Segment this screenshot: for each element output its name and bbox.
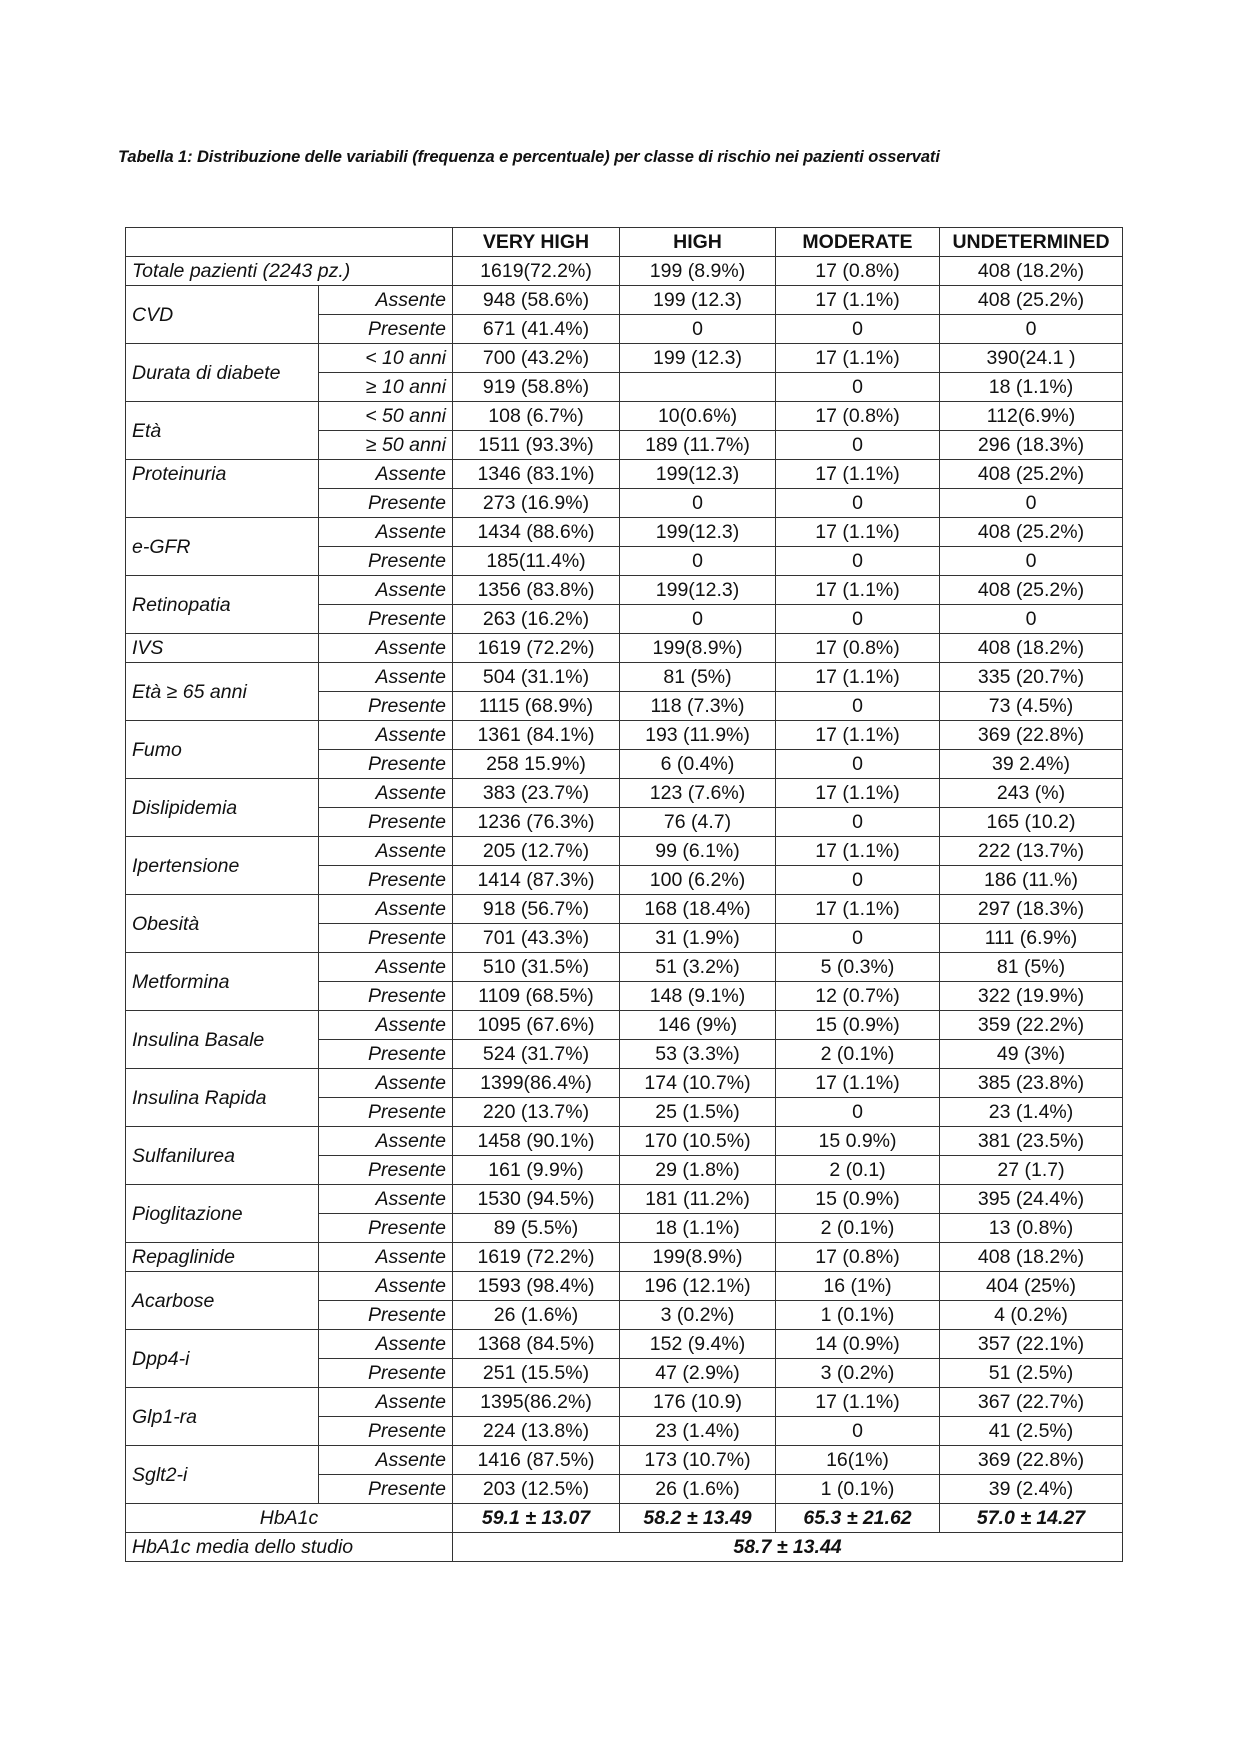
cell-value: 4 (0.2%) [940,1301,1123,1330]
cell-value: 15 (0.9%) [776,1011,940,1040]
cell-value: 1368 (84.5%) [453,1330,620,1359]
cell-value: 369 (22.8%) [940,721,1123,750]
cell-value: 1434 (88.6%) [453,518,620,547]
subcategory-label: Presente [319,1301,453,1330]
table-row [126,634,1123,663]
cell-value: 17 (1.1%) [776,344,940,373]
cell-value: 359 (22.2%) [940,1011,1123,1040]
cell-value: 118 (7.3%) [620,692,776,721]
cell-value: 1414 (87.3%) [453,866,620,895]
cell-value: 161 (9.9%) [453,1156,620,1185]
cell-value: 918 (56.7%) [453,895,620,924]
cell-value: 17 (0.8%) [776,402,940,431]
cell-value: 26 (1.6%) [620,1475,776,1504]
variable-label: Repaglinide [126,1243,319,1272]
table-row [126,663,1123,692]
cell-value: 73 (4.5%) [940,692,1123,721]
cell-value: 1619 (72.2%) [453,634,620,663]
subcategory-label: Assente [319,953,453,982]
subcategory-label: Presente [319,750,453,779]
cell-value: 17 (1.1%) [776,837,940,866]
cell-value: 0 [776,750,940,779]
variable-label: Età [126,402,319,460]
subcategory-label: Assente [319,1446,453,1475]
cell-value: 1115 (68.9%) [453,692,620,721]
cell-value: 701 (43.3%) [453,924,620,953]
cell-value: 408 (25.2%) [940,286,1123,315]
cell-value: 0 [620,547,776,576]
cell-value: 123 (7.6%) [620,779,776,808]
cell-value: 189 (11.7%) [620,431,776,460]
cell-value: 0 [620,315,776,344]
subcategory-label: Assente [319,1127,453,1156]
cell-value: 367 (22.7%) [940,1388,1123,1417]
cell-value: 111 (6.9%) [940,924,1123,953]
header-very-high: VERY HIGH [453,228,620,257]
subcategory-label: Presente [319,1359,453,1388]
cell-value: 0 [940,605,1123,634]
cell-value: 199(8.9%) [620,634,776,663]
cell-value: 0 [776,924,940,953]
cell-value: 408 (18.2%) [940,1243,1123,1272]
cell-value: 53 (3.3%) [620,1040,776,1069]
cell-value: 39 (2.4%) [940,1475,1123,1504]
subcategory-label: Presente [319,924,453,953]
table-row [126,837,1123,866]
cell-value: 205 (12.7%) [453,837,620,866]
cell-value: 0 [940,489,1123,518]
variable-label: Glp1-ra [126,1388,319,1446]
cell-value: 395 (24.4%) [940,1185,1123,1214]
cell-value: 3 (0.2%) [776,1359,940,1388]
cell-value: 41 (2.5%) [940,1417,1123,1446]
cell-value: 27 (1.7) [940,1156,1123,1185]
cell-value: 381 (23.5%) [940,1127,1123,1156]
table-row [126,895,1123,924]
table-row [126,1185,1123,1214]
cell-value: 23 (1.4%) [620,1417,776,1446]
cell-value: 504 (31.1%) [453,663,620,692]
cell-value: 17 (1.1%) [776,721,940,750]
cell-value: 0 [776,1098,940,1127]
cell-value: 0 [940,547,1123,576]
subcategory-label: Assente [319,895,453,924]
cell-value: 408 (18.2%) [940,257,1123,286]
cell-value: 322 (19.9%) [940,982,1123,1011]
cell-value: 0 [940,315,1123,344]
cell-value: 146 (9%) [620,1011,776,1040]
variable-label: Pioglitazione [126,1185,319,1243]
cell-value: 1109 (68.5%) [453,982,620,1011]
table-row [126,286,1123,315]
cell-value: 524 (31.7%) [453,1040,620,1069]
cell-value: 919 (58.8%) [453,373,620,402]
variable-label: Insulina Rapida [126,1069,319,1127]
cell-value: 59.1 ± 13.07 [453,1504,620,1533]
subcategory-label: ≥ 50 anni [319,431,453,460]
cell-value: 408 (25.2%) [940,576,1123,605]
cell-value: 81 (5%) [940,953,1123,982]
cell-value: 108 (6.7%) [453,402,620,431]
cell-value: 152 (9.4%) [620,1330,776,1359]
cell-value: 1095 (67.6%) [453,1011,620,1040]
table-caption: Tabella 1: Distribuzione delle variabili (frequenza e percentuale) per classe di rischio nei pazienti osservati [118,148,940,166]
subcategory-label: Presente [319,866,453,895]
cell-value: 296 (18.3%) [940,431,1123,460]
table-row [126,344,1123,373]
cell-value: 173 (10.7%) [620,1446,776,1475]
cell-value: 1619(72.2%) [453,257,620,286]
cell-value: 89 (5.5%) [453,1214,620,1243]
subcategory-label: < 10 anni [319,344,453,373]
cell-value: 17 (0.8%) [776,257,940,286]
cell-value: 170 (10.5%) [620,1127,776,1156]
cell-value: 0 [776,808,940,837]
subcategory-label: Presente [319,489,453,518]
cell-value: 5 (0.3%) [776,953,940,982]
cell-value: 17 (1.1%) [776,663,940,692]
cell-value: 199(12.3) [620,460,776,489]
table-row [126,1243,1123,1272]
subcategory-label: Presente [319,1214,453,1243]
cell-value: 0 [776,489,940,518]
cell-value: 220 (13.7%) [453,1098,620,1127]
cell-value: 57.0 ± 14.27 [940,1504,1123,1533]
cell-value: 18 (1.1%) [620,1214,776,1243]
cell-value: 199(12.3) [620,518,776,547]
cell-value: 185(11.4%) [453,547,620,576]
cell-value: 2 (0.1%) [776,1214,940,1243]
subcategory-label: Presente [319,1156,453,1185]
cell-value [620,373,776,402]
table-row [126,518,1123,547]
cell-value: 17 (1.1%) [776,286,940,315]
subcategory-label: Assente [319,1011,453,1040]
subcategory-label: Assente [319,576,453,605]
subcategory-label: Assente [319,1330,453,1359]
cell-value: 2 (0.1) [776,1156,940,1185]
cell-value: 17 (0.8%) [776,1243,940,1272]
subcategory-label: Assente [319,663,453,692]
cell-value: 14 (0.9%) [776,1330,940,1359]
cell-value: 51 (3.2%) [620,953,776,982]
table-row [126,402,1123,431]
table-row [126,721,1123,750]
subcategory-label: Assente [319,1272,453,1301]
subcategory-label: Presente [319,315,453,344]
cell-value: 0 [776,547,940,576]
subcategory-label: Presente [319,1417,453,1446]
cell-value: 49 (3%) [940,1040,1123,1069]
cell-value: 224 (13.8%) [453,1417,620,1446]
cell-value: 165 (10.2) [940,808,1123,837]
hba1c-row [126,1504,1123,1533]
cell-value: 0 [776,315,940,344]
variable-label: Proteinuria [126,460,319,518]
subcategory-label: Assente [319,634,453,663]
header-blank-cell [126,228,453,257]
cell-value: 199(8.9%) [620,1243,776,1272]
cell-value: 273 (16.9%) [453,489,620,518]
header-high: HIGH [620,228,776,257]
subcategory-label: Presente [319,1475,453,1504]
cell-value: 181 (11.2%) [620,1185,776,1214]
cell-value: 16(1%) [776,1446,940,1475]
cell-value: 13 (0.8%) [940,1214,1123,1243]
cell-value: 263 (16.2%) [453,605,620,634]
cell-value: 199(12.3) [620,576,776,605]
cell-value: 17 (0.8%) [776,634,940,663]
cell-value: 1356 (83.8%) [453,576,620,605]
cell-value: 26 (1.6%) [453,1301,620,1330]
cell-value: 700 (43.2%) [453,344,620,373]
cell-value: 390(24.1 ) [940,344,1123,373]
hba1c-mean-value: 58.7 ± 13.44 [453,1533,1123,1562]
cell-value: 385 (23.8%) [940,1069,1123,1098]
cell-value: 29 (1.8%) [620,1156,776,1185]
cell-value: 65.3 ± 21.62 [776,1504,940,1533]
cell-value: 948 (58.6%) [453,286,620,315]
cell-value: 100 (6.2%) [620,866,776,895]
cell-value: 148 (9.1%) [620,982,776,1011]
cell-value: 0 [776,692,940,721]
cell-value: 0 [776,373,940,402]
cell-value: 1346 (83.1%) [453,460,620,489]
cell-value: 3 (0.2%) [620,1301,776,1330]
cell-value: 23 (1.4%) [940,1098,1123,1127]
cell-value: 186 (11.%) [940,866,1123,895]
cell-value: 17 (1.1%) [776,1388,940,1417]
variable-label: Obesità [126,895,319,953]
subcategory-label: Presente [319,547,453,576]
table-row [126,953,1123,982]
cell-value: 17 (1.1%) [776,779,940,808]
risk-class-table [125,227,1123,1562]
hba1c-mean-row [126,1533,1123,1562]
cell-value: 99 (6.1%) [620,837,776,866]
cell-value: 0 [776,605,940,634]
header-row [126,228,1123,257]
subcategory-label: Assente [319,1185,453,1214]
table-row [126,1272,1123,1301]
cell-value: 383 (23.7%) [453,779,620,808]
subcategory-label: ≥ 10 anni [319,373,453,402]
cell-value: 1530 (94.5%) [453,1185,620,1214]
row-label: Totale pazienti (2243 pz.) [126,257,453,286]
subcategory-label: Assente [319,460,453,489]
cell-value: 1416 (87.5%) [453,1446,620,1475]
cell-value: 369 (22.8%) [940,1446,1123,1475]
cell-value: 2 (0.1%) [776,1040,940,1069]
cell-value: 58.2 ± 13.49 [620,1504,776,1533]
cell-value: 0 [776,866,940,895]
subcategory-label: Assente [319,837,453,866]
variable-label: Metformina [126,953,319,1011]
variable-label: Dislipidemia [126,779,319,837]
cell-value: 1458 (90.1%) [453,1127,620,1156]
cell-value: 199 (12.3) [620,286,776,315]
subcategory-label: Presente [319,982,453,1011]
hba1c-mean-label: HbA1c media dello studio [126,1533,453,1562]
header-moderate: MODERATE [776,228,940,257]
variable-label: Insulina Basale [126,1011,319,1069]
cell-value: 174 (10.7%) [620,1069,776,1098]
cell-value: 1399(86.4%) [453,1069,620,1098]
variable-label: Sglt2-i [126,1446,319,1504]
subcategory-label: Assente [319,779,453,808]
cell-value: 76 (4.7) [620,808,776,837]
cell-value: 176 (10.9) [620,1388,776,1417]
subcategory-label: Assente [319,1388,453,1417]
variable-label: IVS [126,634,319,663]
variable-label: Età ≥ 65 anni [126,663,319,721]
cell-value: 1395(86.2%) [453,1388,620,1417]
cell-value: 297 (18.3%) [940,895,1123,924]
variable-label: e-GFR [126,518,319,576]
cell-value: 168 (18.4%) [620,895,776,924]
table-row [126,1069,1123,1098]
cell-value: 10(0.6%) [620,402,776,431]
subcategory-label: Presente [319,1098,453,1127]
hba1c-label: HbA1c [126,1504,453,1533]
table-row [126,576,1123,605]
cell-value: 17 (1.1%) [776,518,940,547]
subcategory-label: < 50 anni [319,402,453,431]
cell-value: 31 (1.9%) [620,924,776,953]
table-row [126,1127,1123,1156]
cell-value: 510 (31.5%) [453,953,620,982]
subcategory-label: Presente [319,692,453,721]
cell-value: 1619 (72.2%) [453,1243,620,1272]
cell-value: 408 (18.2%) [940,634,1123,663]
table-row [126,1388,1123,1417]
cell-value: 1236 (76.3%) [453,808,620,837]
variable-label: Fumo [126,721,319,779]
table-row [126,1011,1123,1040]
cell-value: 199 (12.3) [620,344,776,373]
cell-value: 0 [776,431,940,460]
cell-value: 17 (1.1%) [776,895,940,924]
subcategory-label: Presente [319,605,453,634]
table-row [126,1446,1123,1475]
cell-value: 47 (2.9%) [620,1359,776,1388]
variable-label: Dpp4-i [126,1330,319,1388]
cell-value: 15 0.9%) [776,1127,940,1156]
subcategory-label: Presente [319,808,453,837]
cell-value: 15 (0.9%) [776,1185,940,1214]
cell-value: 203 (12.5%) [453,1475,620,1504]
cell-value: 199 (8.9%) [620,257,776,286]
subcategory-label: Assente [319,721,453,750]
cell-value: 0 [776,1417,940,1446]
cell-value: 6 (0.4%) [620,750,776,779]
cell-value: 404 (25%) [940,1272,1123,1301]
variable-label: CVD [126,286,319,344]
cell-value: 81 (5%) [620,663,776,692]
cell-value: 222 (13.7%) [940,837,1123,866]
cell-value: 51 (2.5%) [940,1359,1123,1388]
cell-value: 196 (12.1%) [620,1272,776,1301]
subcategory-label: Assente [319,1243,453,1272]
subcategory-label: Assente [319,518,453,547]
table-row [126,779,1123,808]
cell-value: 193 (11.9%) [620,721,776,750]
cell-value: 1593 (98.4%) [453,1272,620,1301]
cell-value: 18 (1.1%) [940,373,1123,402]
subcategory-label: Assente [319,286,453,315]
cell-value: 1511 (93.3%) [453,431,620,460]
table-row [126,460,1123,489]
cell-value: 16 (1%) [776,1272,940,1301]
variable-label: Retinopatia [126,576,319,634]
cell-value: 335 (20.7%) [940,663,1123,692]
cell-value: 25 (1.5%) [620,1098,776,1127]
cell-value: 39 2.4%) [940,750,1123,779]
variable-label: Ipertensione [126,837,319,895]
table-row [126,1330,1123,1359]
cell-value: 408 (25.2%) [940,518,1123,547]
cell-value: 1 (0.1%) [776,1475,940,1504]
cell-value: 357 (22.1%) [940,1330,1123,1359]
subcategory-label: Assente [319,1069,453,1098]
cell-value: 17 (1.1%) [776,460,940,489]
variable-label: Durata di diabete [126,344,319,402]
cell-value: 1 (0.1%) [776,1301,940,1330]
variable-label: Sulfanilurea [126,1127,319,1185]
cell-value: 671 (41.4%) [453,315,620,344]
cell-value: 1361 (84.1%) [453,721,620,750]
cell-value: 251 (15.5%) [453,1359,620,1388]
cell-value: 12 (0.7%) [776,982,940,1011]
cell-value: 112(6.9%) [940,402,1123,431]
cell-value: 0 [620,605,776,634]
total-patients-row [126,257,1123,286]
cell-value: 17 (1.1%) [776,576,940,605]
subcategory-label: Presente [319,1040,453,1069]
cell-value: 258 15.9%) [453,750,620,779]
cell-value: 0 [620,489,776,518]
table-body [126,257,1123,1504]
cell-value: 408 (25.2%) [940,460,1123,489]
cell-value: 17 (1.1%) [776,1069,940,1098]
variable-label: Acarbose [126,1272,319,1330]
cell-value: 243 (%) [940,779,1123,808]
header-undetermined: UNDETERMINED [940,228,1123,257]
